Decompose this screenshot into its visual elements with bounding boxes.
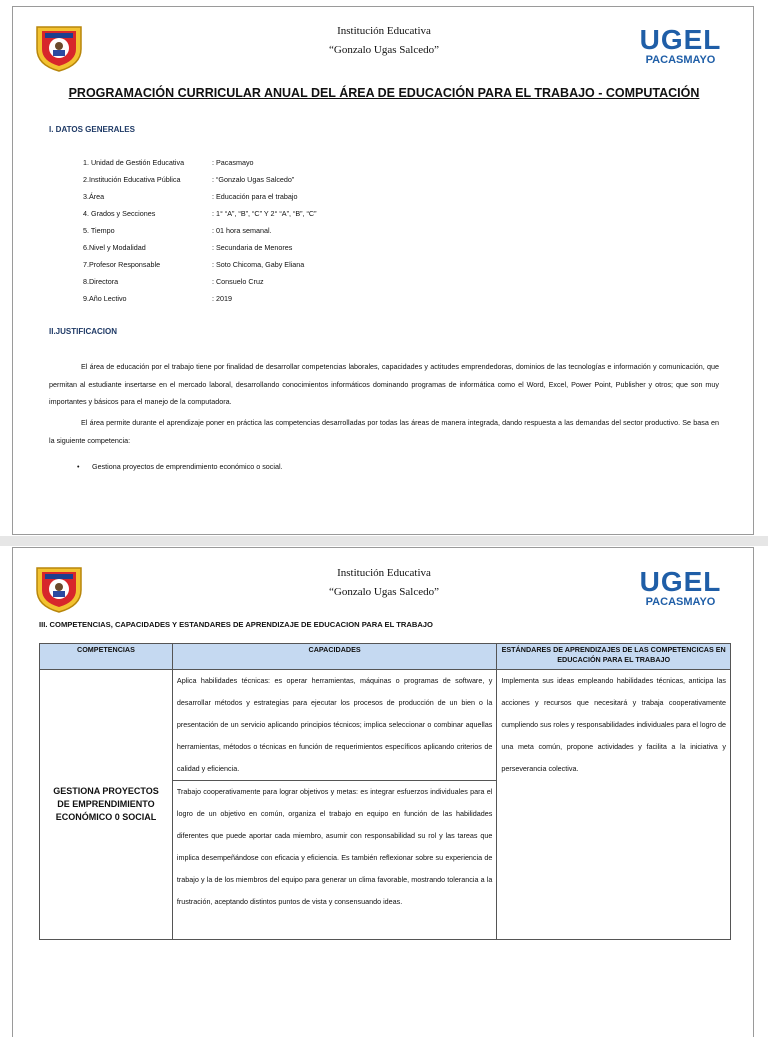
ugel-logo-text: UGEL bbox=[639, 24, 722, 55]
datos-label: 7.Profesor Responsable bbox=[83, 260, 161, 269]
section-heading-datos: I. DATOS GENERALES bbox=[49, 125, 135, 134]
bullet-item bbox=[77, 462, 283, 471]
datos-label: 9.Año Lectivo bbox=[83, 294, 127, 303]
document-page-1 bbox=[12, 6, 754, 535]
competencia-cell bbox=[40, 670, 173, 940]
header-capacidades: CAPACIDADES bbox=[172, 644, 496, 670]
ugel-logo bbox=[633, 568, 728, 609]
title-tail: COMPUTACIÓN bbox=[605, 86, 700, 100]
institution-label: Institución Educativa bbox=[337, 25, 431, 37]
datos-label: 6.Nivel y Modalidad bbox=[83, 243, 146, 252]
datos-label: 2.Institución Educativa Pública bbox=[83, 175, 181, 184]
page-separator bbox=[0, 536, 768, 546]
ugel-logo-sub: PACASMAYO bbox=[645, 596, 716, 608]
school-name: “Gonzalo Ugas Salcedo” bbox=[329, 44, 439, 56]
datos-label: 1. Unidad de Gestión Educativa bbox=[83, 158, 185, 167]
estandar-cell: Implementa sus ideas empleando habilidades técnicas, anticipa las acciones y recursos que necesitará y trabaja cooperativamente cumpliendo sus roles y responsabilidades individuales para el logro de una meta común, propone actividades y facilita a la iniciativa y perseverancia colectiva. bbox=[497, 670, 731, 940]
section-heading-justificacion: II.JUSTIFICACION bbox=[49, 327, 118, 336]
table-header-row bbox=[40, 644, 731, 670]
datos-values bbox=[212, 158, 452, 311]
table-row bbox=[40, 670, 731, 781]
capacidad-2-cell: Trabajo cooperativamente para lograr objetivos y metas: es integrar esfuerzos individuales para el logro de un objetivo en común, organiza el trabajo en equipo en función de las habilidades diferentes que puede aportar cada miembro, asumir con responsabilidad su rol y las tareas que implica desempeñándose con eficacia y eficiencia. Es también reflexionar sobre su experiencia de trabajo y la de los miembros del equipo para generar un clima favorable, mostrando tolerancia a la frustración, aceptando distintos puntos de vista y consensuando ideas. bbox=[172, 781, 496, 940]
datos-label: 3.Área bbox=[83, 192, 105, 201]
institution-label: Institución Educativa bbox=[337, 567, 431, 579]
capacidad-1-cell: Aplica habilidades técnicas: es operar herramientas, máquinas o programas de software, y desarrollar métodos y estrategias para ejecutar los procesos de producción de un bien o la presentación de un servicio aplicando principios técnicos; implica seleccionar o combinar aquellas herramientas, métodos o técnicas en función de requerimientos específicos aplicando criterios de calidad y eficiencia. bbox=[172, 670, 496, 781]
datos-value: : Secundaria de Menores bbox=[212, 243, 293, 252]
competencies-table bbox=[39, 643, 731, 940]
section-heading-competencias: III. COMPETENCIAS, CAPACIDADES Y ESTANDARES DE APRENDIZAJE DE EDUCACION PARA EL TRABAJO bbox=[39, 620, 433, 629]
datos-value: : 1° “A”, “B”, “C” Y 2° “A”, “B”, “C” bbox=[212, 209, 317, 218]
ugel-logo-text: UGEL bbox=[639, 566, 722, 597]
justification-paragraph-2: El área permite durante el aprendizaje poner en práctica las competencias desarrolladas por todas las áreas de manera integrada, dando respuesta a las demandas del sector productivo. Se basa en la siguiente competencia: bbox=[49, 418, 719, 445]
ugel-logo-sub: PACASMAYO bbox=[645, 54, 716, 66]
datos-value: : Pacasmayo bbox=[212, 158, 254, 167]
ugel-logo bbox=[633, 26, 728, 67]
datos-value: : Soto Chicoma, Gaby Eliana bbox=[212, 260, 305, 269]
header-competencias: COMPETENCIAS bbox=[40, 644, 173, 670]
document-page-2 bbox=[12, 547, 754, 1037]
header-estandares: ESTÁNDARES DE APRENDIZAJES DE LAS COMPETENCICAS EN EDUCACIÓN PARA EL TRABAJO bbox=[497, 644, 731, 670]
datos-value: : Educación para el trabajo bbox=[212, 192, 298, 201]
datos-label: 5. Tiempo bbox=[83, 226, 115, 235]
justification-paragraph-1: El área de educación por el trabajo tiene por finalidad de desarrollar competencias laborales, capacidades y actitudes emprendedoras, dominios de las tecnologías e información y comunicación, que permitan al estudiante insertarse en el mercado laboral, desarrollando conocimientos informáticos dominando programas de informática como el Word, Excel, Power Point, Publisher y otros; que son muy importantes y básicos para el manejo de la computadora. bbox=[49, 362, 719, 406]
bullet-dot-icon: • bbox=[77, 462, 80, 471]
bullet-text: Gestiona proyectos de emprendimiento económico o social. bbox=[92, 462, 283, 471]
competencia-text: GESTIONA PROYECTOS DE EMPRENDIMIENTO ECONÓMICO 0 SOCIAL bbox=[53, 786, 159, 822]
page-title bbox=[13, 86, 755, 100]
datos-value: : 01 hora semanal. bbox=[212, 226, 272, 235]
datos-label: 8.Directora bbox=[83, 277, 119, 286]
datos-value: : Consuelo Cruz bbox=[212, 277, 264, 286]
datos-label: 4. Grados y Secciones bbox=[83, 209, 156, 218]
title-main: PROGRAMACIÓN CURRICULAR ANUAL DEL ÁREA DE EDUCACIÓN PARA EL TRABAJO - bbox=[68, 86, 606, 100]
datos-value: : 2019 bbox=[212, 294, 232, 303]
datos-value: : “Gonzalo Ugas Salcedo” bbox=[212, 175, 295, 184]
school-name: “Gonzalo Ugas Salcedo” bbox=[329, 586, 439, 598]
datos-labels bbox=[83, 158, 223, 311]
